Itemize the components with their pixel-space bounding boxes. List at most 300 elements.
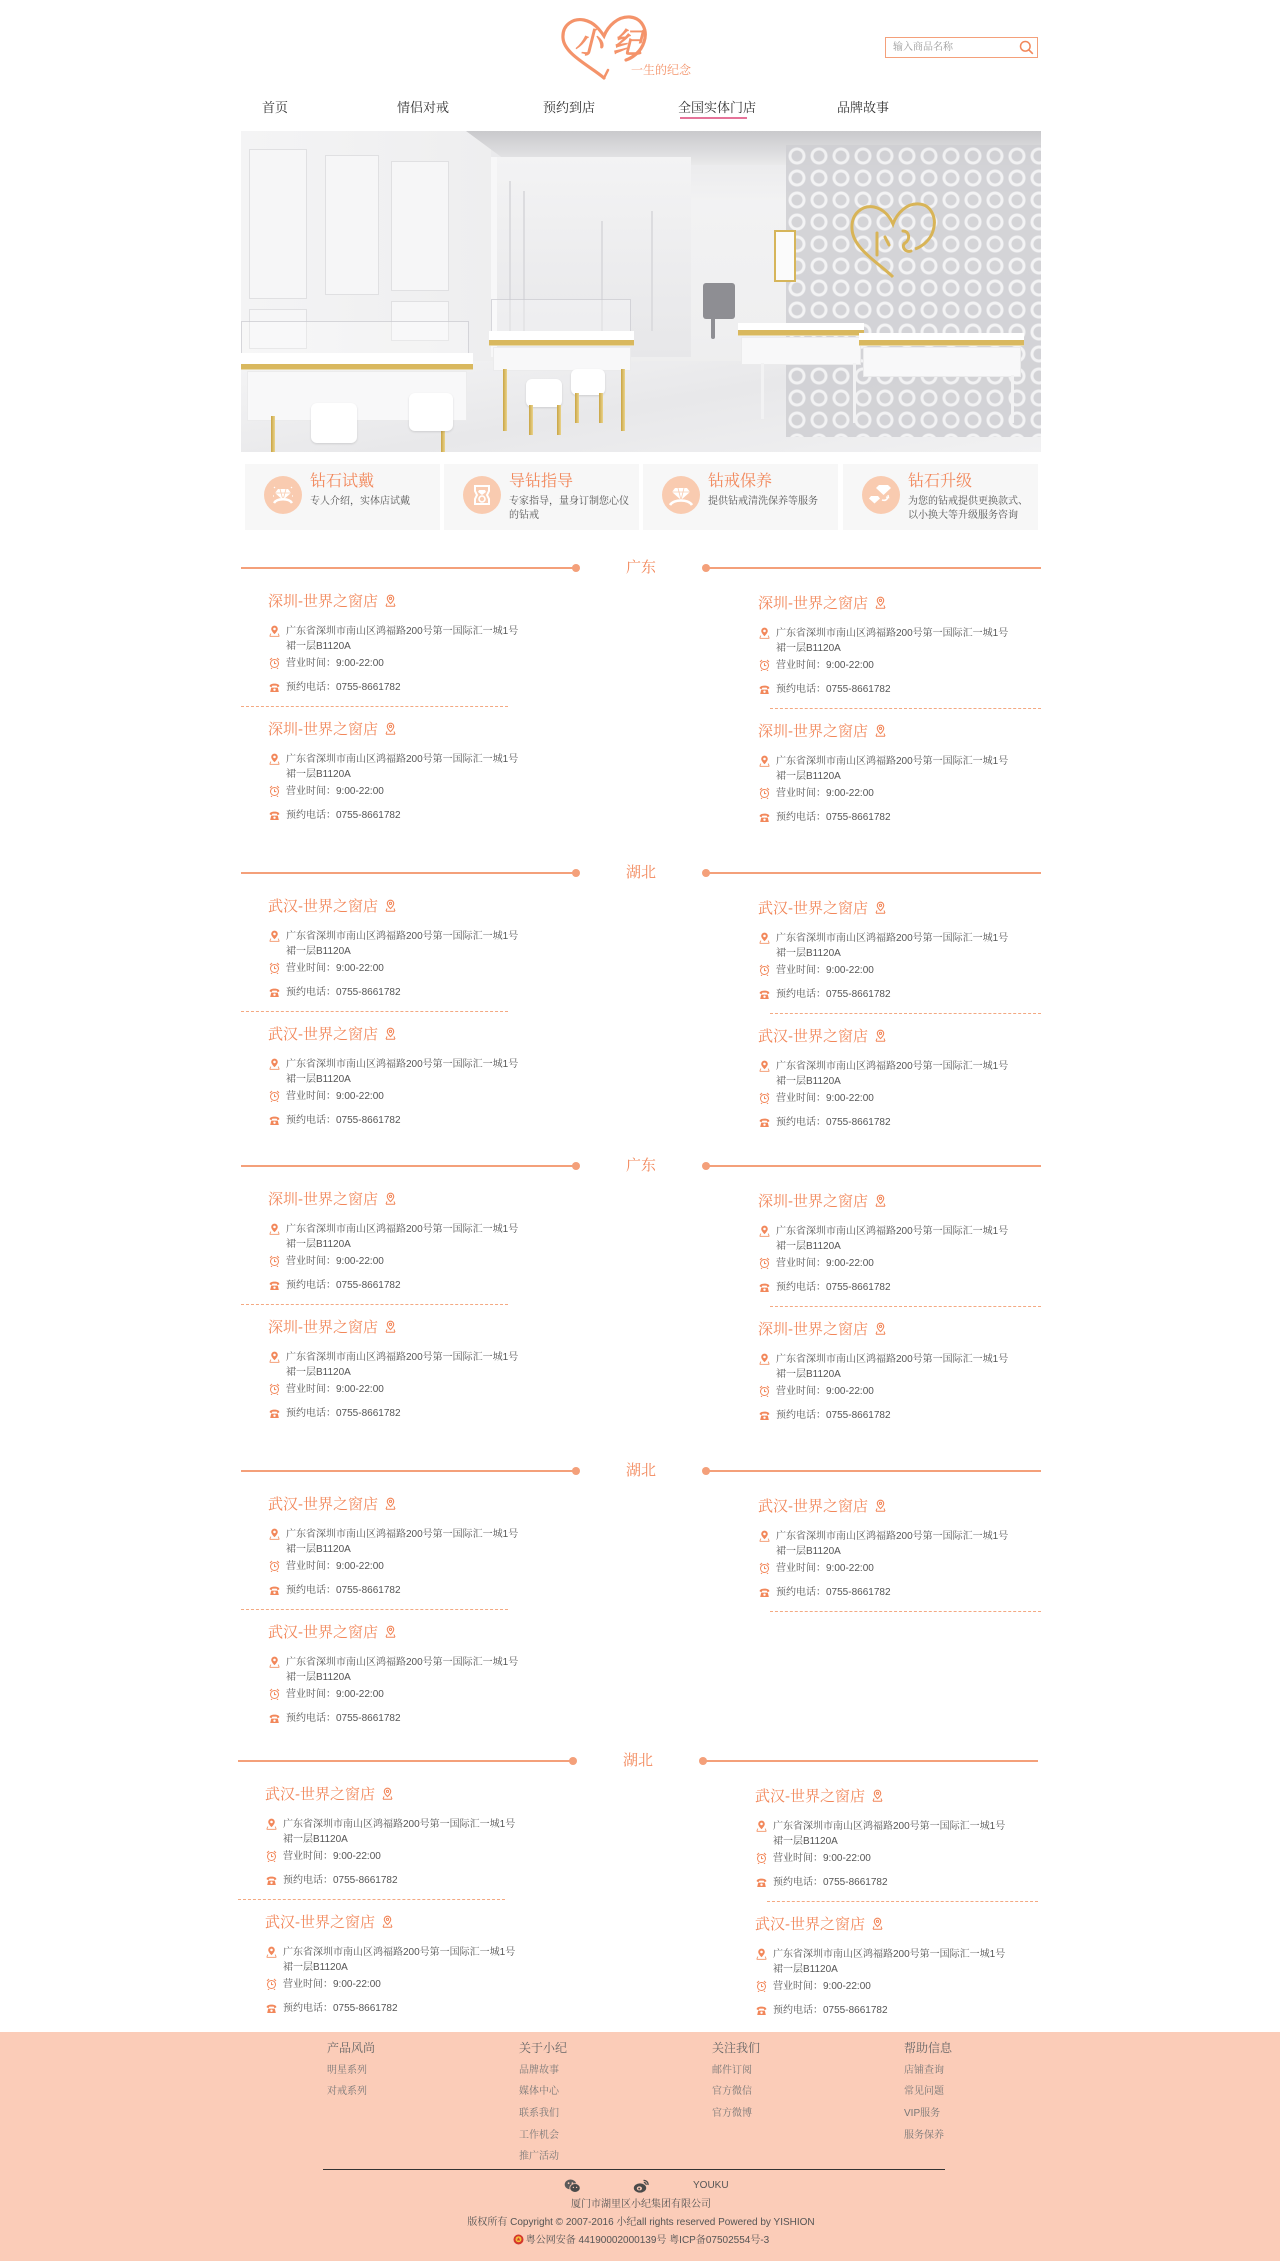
ring-box-icon: [470, 483, 494, 507]
phone-icon: [759, 988, 770, 1000]
clock-icon: [756, 1980, 767, 1992]
store-name-link[interactable]: [268, 1496, 396, 1514]
store-divider: [770, 1013, 1041, 1014]
map-pin-icon[interactable]: [382, 1787, 393, 1800]
map-pin-icon[interactable]: [875, 901, 886, 914]
map-pin-icon[interactable]: [875, 1194, 886, 1207]
phone-icon: [759, 1281, 770, 1293]
display-case: [489, 331, 634, 345]
store-name: 深圳-世界之窗店: [268, 721, 378, 738]
store-card: [758, 1321, 1038, 1449]
phone-icon: [269, 986, 280, 998]
store-phone: 预约电话：0755-8661782: [286, 1408, 401, 1419]
glass-case: [491, 299, 631, 333]
gold-leg: [621, 369, 625, 431]
diamond-upgrade-icon: [869, 483, 893, 507]
clock-icon: [269, 1383, 280, 1395]
store-phone: 预约电话：0755-8661782: [776, 1282, 891, 1293]
region-section: [241, 1462, 1041, 1760]
store-divider: [241, 1609, 508, 1610]
store-name-link[interactable]: [755, 1788, 883, 1806]
store-column-left: [268, 567, 558, 857]
search-icon[interactable]: [1019, 40, 1034, 55]
map-pin-icon[interactable]: [875, 596, 886, 609]
store-name: 深圳-世界之窗店: [268, 593, 378, 610]
location-icon: [266, 1946, 277, 1958]
display-case: [859, 333, 1024, 345]
clock-icon: [269, 1090, 280, 1102]
store-hours: 营业时间：9:00-22:00: [286, 1384, 384, 1395]
store-name: 武汉-世界之窗店: [755, 1788, 865, 1805]
location-icon: [269, 1223, 280, 1235]
store-address: 广东省深圳市南山区鸿福路200号第一国际汇一城1号裙一层B1120A: [286, 1529, 519, 1555]
map-pin-icon[interactable]: [385, 1497, 396, 1510]
region-section: [241, 559, 1041, 857]
store-name: 深圳-世界之窗店: [758, 1193, 868, 1210]
store-card: [265, 1914, 545, 2042]
map-pin-icon[interactable]: [872, 1789, 883, 1802]
map-pin-icon[interactable]: [872, 1917, 883, 1930]
search-box: [885, 37, 1038, 58]
phone-icon: [269, 681, 280, 693]
store-name-link[interactable]: [758, 1321, 886, 1339]
store-phone: 预约电话：0755-8661782: [286, 1713, 401, 1724]
clock-icon: [759, 1257, 770, 1269]
clock-icon: [759, 964, 770, 976]
map-pin-icon[interactable]: [385, 1027, 396, 1040]
store-address: 广东省深圳市南山区鸿福路200号第一国际汇一城1号裙一层B1120A: [283, 1947, 516, 1973]
region-section: [238, 1752, 1038, 2050]
youku-link[interactable]: YOUKU: [693, 2180, 729, 2191]
clock-icon: [266, 1850, 277, 1862]
lounge-chair: [703, 283, 735, 319]
store-card: [268, 898, 548, 1026]
store-name-link[interactable]: [758, 1028, 886, 1046]
store-address: 广东省深圳市南山区鸿福路200号第一国际汇一城1号裙一层B1120A: [286, 1224, 519, 1250]
store-address: 广东省深圳市南山区鸿福路200号第一国际汇一城1号裙一层B1120A: [773, 1949, 1006, 1975]
footer-column-title: 帮助信息: [904, 2041, 953, 2055]
footer-link[interactable]: 对戒系列: [327, 2086, 367, 2097]
clock-icon: [759, 1092, 770, 1104]
store-address: 广东省深圳市南山区鸿福路200号第一国际汇一城1号裙一层B1120A: [286, 754, 519, 780]
store-name-link[interactable]: [758, 1193, 886, 1211]
store-name-link[interactable]: [758, 900, 886, 918]
service-card-try-on[interactable]: [245, 464, 440, 530]
store-divider: [767, 1901, 1038, 1902]
footer-link[interactable]: 明星系列: [327, 2065, 367, 2076]
clock-icon: [269, 1560, 280, 1572]
phone-icon: [266, 2002, 277, 2014]
store-name: 武汉-世界之窗店: [265, 1914, 375, 1931]
gold-frame: [774, 230, 796, 282]
service-icon-circle: [264, 476, 302, 514]
store-card: [268, 1319, 548, 1447]
company-name: 厦门市湖里区小纪集团有限公司: [571, 2199, 711, 2210]
store-column-right: [758, 872, 1048, 1162]
footer-link[interactable]: 官方微博: [712, 2108, 752, 2119]
store-card: [268, 593, 548, 721]
phone-icon: [269, 1279, 280, 1291]
police-emblem-icon: [513, 2234, 524, 2245]
region-section: [241, 1157, 1041, 1455]
store-card: [268, 721, 548, 849]
location-icon: [266, 1818, 277, 1830]
nav-item-brand-story[interactable]: 品牌故事: [837, 100, 890, 115]
gold-leg: [529, 405, 533, 435]
store-column-left: [268, 1470, 558, 1760]
store-name-link[interactable]: [268, 898, 396, 916]
store-card: [268, 1496, 548, 1624]
clock-icon: [756, 1852, 767, 1864]
divider-dot: [572, 1467, 580, 1475]
store-column-left: [268, 872, 558, 1162]
nav-active-indicator: [680, 117, 747, 119]
region-title: 湖北: [625, 1462, 656, 1479]
map-pin-icon[interactable]: [385, 594, 396, 607]
service-icon-circle: [662, 476, 700, 514]
store-phone: 预约电话：0755-8661782: [776, 1587, 891, 1598]
footer-link[interactable]: 工作机会: [519, 2130, 559, 2141]
store-column-right: [758, 1165, 1048, 1455]
store-column-left: [268, 1165, 558, 1455]
store-hours: 营业时间：9:00-22:00: [776, 1386, 874, 1397]
gold-leg: [503, 369, 507, 431]
footer-column-title: 关于小纪: [519, 2041, 568, 2055]
service-card-upgrade[interactable]: [843, 464, 1038, 530]
gold-leg: [575, 393, 579, 423]
lounge-chair-leg: [711, 317, 715, 339]
footer-link[interactable]: 联系我们: [519, 2108, 559, 2119]
wall-panel: [249, 149, 307, 299]
store-address: 广东省深圳市南山区鸿福路200号第一国际汇一城1号裙一层B1120A: [286, 1657, 519, 1683]
map-pin-icon[interactable]: [385, 1320, 396, 1333]
footer-divider: [323, 2169, 945, 2170]
diamond-care-icon: [669, 483, 693, 507]
location-icon: [759, 932, 770, 944]
gold-leg: [599, 393, 603, 423]
store-column-left: [265, 1760, 555, 2050]
store-phone: 预约电话：0755-8661782: [286, 1280, 401, 1291]
store-name-link[interactable]: [268, 1624, 396, 1642]
store-name: 深圳-世界之窗店: [268, 1319, 378, 1336]
store-phone: 预约电话：0755-8661782: [286, 810, 401, 821]
store-column-right: [758, 567, 1048, 857]
store-divider: [241, 706, 508, 707]
clock-icon: [269, 657, 280, 669]
store-name: 武汉-世界之窗店: [268, 1496, 378, 1513]
store-name-link[interactable]: [268, 1319, 396, 1337]
store-phone: 预约电话：0755-8661782: [773, 1877, 888, 1888]
store-name-link[interactable]: [755, 1916, 883, 1934]
store-hours: 营业时间：9:00-22:00: [283, 1979, 381, 1990]
store-name-link[interactable]: [268, 1026, 396, 1044]
store-name-link[interactable]: [268, 593, 396, 611]
footer-link[interactable]: 服务保养: [904, 2130, 944, 2141]
gold-leg: [271, 416, 275, 452]
store-card: [758, 595, 1038, 723]
map-pin-icon[interactable]: [382, 1915, 393, 1928]
store-hours: 营业时间：9:00-22:00: [286, 1561, 384, 1572]
store-phone: 预约电话：0755-8661782: [773, 2005, 888, 2016]
store-address: 广东省深圳市南山区鸿福路200号第一国际汇一城1号裙一层B1120A: [286, 626, 519, 652]
icp-record: [241, 2234, 1041, 2248]
display-case-body: [493, 347, 631, 371]
diamond-ring-icon: [271, 483, 295, 507]
phone-icon: [266, 1874, 277, 1886]
white-stool: [409, 393, 453, 431]
store-address: 广东省深圳市南山区鸿福路200号第一国际汇一城1号裙一层B1120A: [286, 1059, 519, 1085]
service-desc: 专家指导，量身订制您心仪的钻戒: [509, 496, 629, 521]
phone-icon: [269, 1114, 280, 1126]
store-phone: 预约电话：0755-8661782: [283, 2003, 398, 2014]
service-desc: 专人介绍，实体店试戴: [310, 496, 410, 507]
store-column-right: [758, 1470, 1048, 1760]
store-name-link[interactable]: [265, 1786, 393, 1804]
store-address: 广东省深圳市南山区鸿福路200号第一国际汇一城1号裙一层B1120A: [776, 1354, 1009, 1380]
store-name: 武汉-世界之窗店: [758, 900, 868, 917]
store-address: 广东省深圳市南山区鸿福路200号第一国际汇一城1号裙一层B1120A: [776, 1531, 1009, 1557]
map-pin-icon[interactable]: [385, 899, 396, 912]
store-hours: 营业时间：9:00-22:00: [773, 1853, 871, 1864]
store-address: 广东省深圳市南山区鸿福路200号第一国际汇一城1号裙一层B1120A: [776, 1226, 1009, 1252]
store-name-link[interactable]: [265, 1914, 393, 1932]
store-divider: [241, 1304, 508, 1305]
white-stool: [571, 369, 605, 395]
display-case-body: [741, 337, 861, 365]
nav-item-stores[interactable]: 全国实体门店: [678, 100, 757, 115]
store-name: 深圳-世界之窗店: [758, 1321, 868, 1338]
store-divider: [238, 1899, 505, 1900]
logo-slogan: 一生的纪念: [631, 63, 692, 77]
store-hours: 营业时间：9:00-22:00: [776, 788, 874, 799]
location-icon: [269, 1351, 280, 1363]
store-hours: 营业时间：9:00-22:00: [776, 965, 874, 976]
gold-leg: [557, 405, 561, 435]
logo-brand-text: 小纪: [574, 26, 653, 60]
case-leg: [853, 363, 856, 423]
wall-panel: [391, 161, 449, 291]
divider-dot: [572, 1162, 580, 1170]
store-name-link[interactable]: [268, 1191, 396, 1209]
store-name-link[interactable]: [268, 721, 396, 739]
footer-link[interactable]: 邮件订阅: [712, 2065, 752, 2076]
location-icon: [756, 1820, 767, 1832]
service-title: 钻戒保养: [708, 473, 773, 490]
footer-link[interactable]: 常见问题: [904, 2086, 944, 2097]
service-icon-circle: [463, 476, 501, 514]
clock-icon: [266, 1978, 277, 1990]
store-divider: [241, 1011, 508, 1012]
clock-icon: [269, 1688, 280, 1700]
glass-case: [241, 321, 469, 355]
store-phone: 预约电话：0755-8661782: [286, 1115, 401, 1126]
location-icon: [269, 1528, 280, 1540]
map-pin-icon[interactable]: [385, 1625, 396, 1638]
store-card: [758, 1193, 1038, 1321]
footer-link[interactable]: 媒体中心: [519, 2086, 559, 2097]
map-pin-icon[interactable]: [875, 1029, 886, 1042]
store-divider: [770, 1306, 1041, 1307]
footer-column-title: 产品风尚: [327, 2041, 376, 2055]
store-name: 深圳-世界之窗店: [758, 595, 868, 612]
store-divider: [770, 708, 1041, 709]
store-phone: 预约电话：0755-8661782: [776, 684, 891, 695]
store-card: [268, 1624, 548, 1752]
store-hours: 营业时间：9:00-22:00: [776, 1563, 874, 1574]
service-title: 钻石试戴: [310, 473, 375, 490]
white-stool: [526, 379, 562, 407]
store-name-link[interactable]: [758, 723, 886, 741]
white-stool: [311, 403, 357, 443]
footer-link[interactable]: 品牌故事: [519, 2065, 559, 2076]
store-phone: 预约电话：0755-8661782: [776, 1117, 891, 1128]
display-case-body: [863, 347, 1021, 377]
location-icon: [756, 1948, 767, 1960]
footer-link[interactable]: 推广活动: [519, 2151, 559, 2162]
store-address: 广东省深圳市南山区鸿福路200号第一国际汇一城1号裙一层B1120A: [776, 933, 1009, 959]
service-card-guide[interactable]: [444, 464, 639, 530]
clock-icon: [759, 659, 770, 671]
location-icon: [269, 1656, 280, 1668]
case-leg: [1011, 375, 1014, 423]
divider-dot: [569, 1757, 577, 1765]
store-name: 武汉-世界之窗店: [755, 1916, 865, 1933]
store-hours: 营业时间：9:00-22:00: [283, 1851, 381, 1862]
map-pin-icon[interactable]: [385, 1192, 396, 1205]
store-card: [758, 723, 1038, 851]
phone-icon: [759, 1409, 770, 1421]
footer-link[interactable]: 店铺查询: [904, 2065, 944, 2076]
service-desc: 为您的钻戒提供更换款式、以小换大等升级服务咨询: [908, 496, 1028, 521]
search-input[interactable]: [886, 38, 1014, 57]
wall-tree-decor: [651, 211, 653, 331]
copyright-text: 版权所有 Copyright © 2007-2016 小纪all rights reserved Powered by YISHION: [467, 2217, 815, 2228]
location-icon: [269, 1058, 280, 1070]
footer-column-title: 关注我们: [712, 2041, 761, 2055]
phone-icon: [269, 1712, 280, 1724]
wall-panel: [325, 155, 379, 295]
location-icon: [759, 1225, 770, 1237]
region-section: [241, 864, 1041, 1162]
location-icon: [759, 1060, 770, 1072]
service-card-care[interactable]: [643, 464, 838, 530]
store-hours: 营业时间：9:00-22:00: [286, 786, 384, 797]
display-case: [241, 353, 473, 369]
gold-heart-logo-icon: [847, 197, 939, 283]
store-address: 广东省深圳市南山区鸿福路200号第一国际汇一城1号裙一层B1120A: [776, 756, 1009, 782]
region-title: 广东: [625, 1157, 656, 1174]
phone-icon: [759, 811, 770, 823]
phone-icon: [759, 1116, 770, 1128]
site-footer: [0, 2032, 1280, 2261]
store-hours: 营业时间：9:00-22:00: [773, 1981, 871, 1992]
clock-icon: [759, 787, 770, 799]
store-name-link[interactable]: [758, 1498, 886, 1516]
store-phone: 预约电话：0755-8661782: [776, 989, 891, 1000]
wechat-icon[interactable]: [564, 2178, 581, 2194]
store-name: 深圳-世界之窗店: [758, 723, 868, 740]
store-hours: 营业时间：9:00-22:00: [286, 658, 384, 669]
phone-icon: [269, 1407, 280, 1419]
store-column-right: [755, 1760, 1045, 2050]
divider-dot: [572, 869, 580, 877]
weibo-icon[interactable]: [633, 2178, 650, 2194]
phone-icon: [756, 2004, 767, 2016]
region-title: 广东: [625, 559, 656, 576]
service-icon-circle: [862, 476, 900, 514]
lattice-screen: [786, 145, 1041, 437]
phone-icon: [269, 809, 280, 821]
location-icon: [759, 755, 770, 767]
store-name: 武汉-世界之窗店: [268, 1026, 378, 1043]
phone-icon: [756, 1876, 767, 1888]
service-desc: 提供钻戒清洗保养等服务: [708, 496, 818, 507]
store-address: 广东省深圳市南山区鸿福路200号第一国际汇一城1号裙一层B1120A: [773, 1821, 1006, 1847]
store-hours: 营业时间：9:00-22:00: [776, 660, 874, 671]
store-card: [755, 1916, 1035, 2044]
clock-icon: [759, 1562, 770, 1574]
case-leg: [761, 363, 764, 419]
region-title: 湖北: [622, 1752, 653, 1769]
nav-item-home[interactable]: 首页: [262, 100, 289, 115]
location-icon: [759, 1353, 770, 1365]
clock-icon: [759, 1385, 770, 1397]
map-pin-icon[interactable]: [875, 1322, 886, 1335]
location-icon: [269, 930, 280, 942]
map-pin-icon[interactable]: [385, 722, 396, 735]
footer-link[interactable]: VIP服务: [904, 2108, 941, 2119]
location-icon: [269, 625, 280, 637]
store-name: 武汉-世界之窗店: [265, 1786, 375, 1803]
location-icon: [269, 753, 280, 765]
icp-text[interactable]: 粤公网安备 44190002000139号 粤ICP备07502554号-3: [525, 2235, 770, 2246]
map-pin-icon[interactable]: [875, 1499, 886, 1512]
nav-item-couple-rings[interactable]: 情侣对戒: [397, 100, 450, 115]
phone-icon: [269, 1584, 280, 1596]
store-hours: 营业时间：9:00-22:00: [776, 1258, 874, 1269]
service-title: 导钻指导: [509, 473, 574, 490]
store-phone: 预约电话：0755-8661782: [776, 812, 891, 823]
clock-icon: [269, 1255, 280, 1267]
store-hours: 营业时间：9:00-22:00: [286, 1091, 384, 1102]
store-address: 广东省深圳市南山区鸿福路200号第一国际汇一城1号裙一层B1120A: [286, 931, 519, 957]
service-title: 钻石升级: [908, 473, 973, 490]
store-hours: 营业时间：9:00-22:00: [776, 1093, 874, 1104]
clock-icon: [269, 962, 280, 974]
store-name-link[interactable]: [758, 595, 886, 613]
store-phone: 预约电话：0755-8661782: [283, 1875, 398, 1886]
store-name: 武汉-世界之窗店: [268, 898, 378, 915]
store-divider: [770, 1611, 1041, 1612]
store-interior-banner: [241, 131, 1041, 452]
divider-dot: [572, 564, 580, 572]
store-phone: 预约电话：0755-8661782: [286, 682, 401, 693]
nav-item-book-visit[interactable]: 预约到店: [543, 100, 596, 115]
map-pin-icon[interactable]: [875, 724, 886, 737]
store-address: 广东省深圳市南山区鸿福路200号第一国际汇一城1号裙一层B1120A: [283, 1819, 516, 1845]
store-card: [758, 1028, 1038, 1156]
store-phone: 预约电话：0755-8661782: [286, 1585, 401, 1596]
region-title: 湖北: [625, 864, 656, 881]
store-name: 深圳-世界之窗店: [268, 1191, 378, 1208]
footer-link[interactable]: 官方微信: [712, 2086, 752, 2097]
store-card: [268, 1191, 548, 1319]
location-icon: [759, 1530, 770, 1542]
phone-icon: [759, 1586, 770, 1598]
store-name: 武汉-世界之窗店: [758, 1498, 868, 1515]
store-phone: 预约电话：0755-8661782: [776, 1410, 891, 1421]
phone-icon: [759, 683, 770, 695]
